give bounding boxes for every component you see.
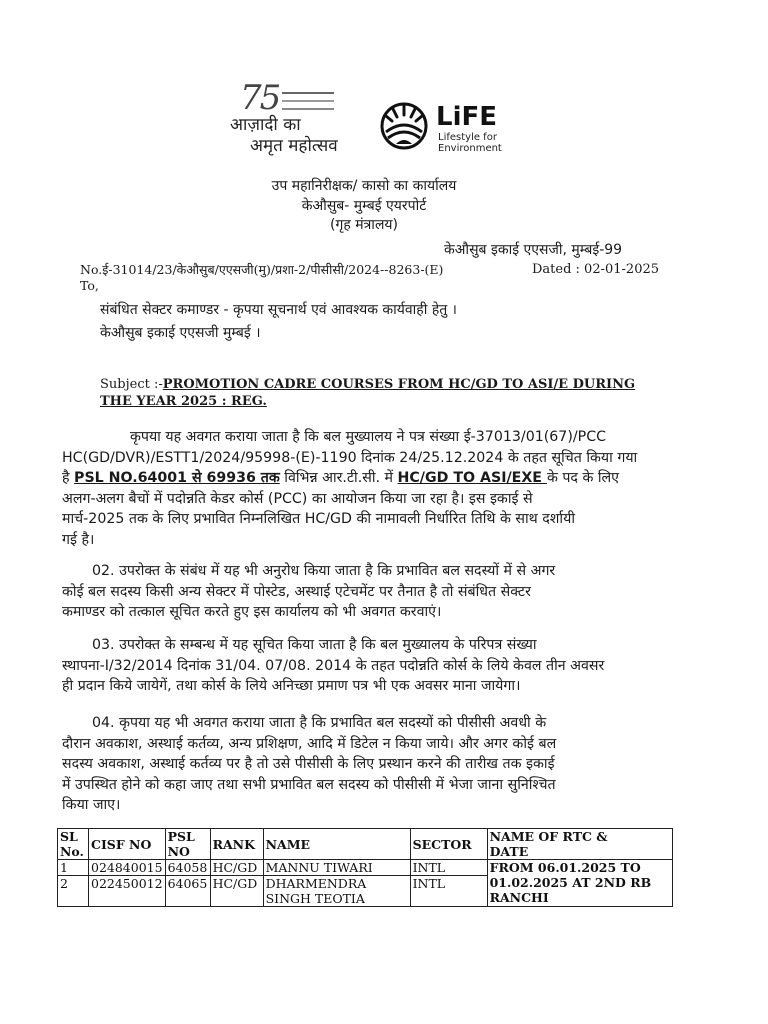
subject-line bbox=[100, 377, 635, 392]
rtc-text: FROM 06.01.2025 TO bbox=[489, 860, 641, 875]
header-text: No. bbox=[60, 844, 84, 859]
cell-sector: INTL bbox=[410, 860, 487, 876]
office-header-line-3: (गृह मंत्रालय) bbox=[329, 217, 399, 233]
header-text: PSL bbox=[167, 829, 195, 844]
paragraph-1-line: HC(GD/DVR)/ESTT1/2024/95998-(E)-1190 दिनांक 24/25.12.2024 के तहत सूचित किया गया bbox=[62, 449, 638, 466]
azadi-75-mark: 75 bbox=[240, 78, 280, 118]
cell-sector: INTL bbox=[410, 876, 487, 907]
addressee-line-2: केऔसुब इकाई एएसजी मुम्बई । bbox=[100, 325, 261, 341]
text-fragment: विभिन्न आर.टी.सी. में bbox=[279, 470, 398, 486]
letter-date: Dated : 02-01-2025 bbox=[532, 262, 660, 277]
paragraph-2-line: कमाण्डर को तत्काल सूचित करते हुए इस कार्यालय को भी अवगत करवाएं। bbox=[62, 604, 442, 620]
cell-name bbox=[263, 876, 410, 907]
header-text: SL bbox=[60, 829, 78, 844]
header-text: DATE bbox=[489, 844, 529, 859]
office-header-line-1: उप महानिरीक्षक/ कासो का कार्यालय bbox=[271, 178, 457, 194]
paragraph-1 bbox=[62, 427, 682, 550]
paragraph-1-line-highlight bbox=[62, 468, 682, 489]
header-sector: SECTOR bbox=[410, 829, 487, 860]
life-title: LiFE bbox=[436, 102, 498, 132]
paragraph-1-line: गई है। bbox=[62, 531, 95, 548]
paragraph-4 bbox=[62, 713, 682, 816]
header-name: NAME bbox=[263, 829, 410, 860]
life-subtitle-2: Environment bbox=[438, 143, 502, 154]
header-rtc-date bbox=[487, 829, 672, 860]
paragraph-1-line: मार्च-2025 तक के लिए प्रभावित निम्नलिखित HC/GD की नामावली निर्धारित तिथि के साथ दर्शायी bbox=[62, 511, 576, 527]
psl-range: PSL NO.64001 से 69936 तक bbox=[74, 470, 280, 486]
paragraph-2 bbox=[62, 561, 682, 623]
paragraph-2-line: 02. उपरोक्त के संबंध में यह भी अनुरोध किया जाता है कि प्रभावित बल सदस्यों में से अगर bbox=[92, 563, 556, 579]
table-header-row bbox=[58, 829, 673, 860]
rtc-text: RANCHI bbox=[489, 890, 549, 905]
cell-psl-no: 64065 bbox=[165, 876, 210, 907]
text-fragment: है bbox=[62, 470, 75, 486]
cell-name: MANNU TIWARI bbox=[263, 860, 410, 876]
name-text: DHARMENDRA bbox=[265, 876, 367, 891]
addressee-line-1: संबंधित सेक्टर कमाण्डर - कृपया सूचनार्थ एवं आवश्यक कार्यवाही हेतु । bbox=[100, 302, 457, 318]
cell-sl: 2 bbox=[58, 876, 89, 907]
cell-psl-no: 64058 bbox=[165, 860, 210, 876]
paragraph-3-line: 03. उपरोक्त के सम्बन्ध में यह सूचित किया जाता है कि बल मुख्यालय के परिपत्र संख्या bbox=[92, 637, 537, 653]
paragraph-3 bbox=[62, 635, 682, 697]
subject-label: Subject :- bbox=[100, 377, 163, 392]
azadi-line-2: अमृत महोत्सव bbox=[250, 136, 338, 156]
paragraph-3-line: स्थापना-I/32/2014 दिनांक 31/04. 07/08. 2014 के तहत पदोन्नति कोर्स के लिये केवल तीन अवसर bbox=[62, 657, 605, 674]
paragraph-3-line: ही प्रदान किये जायेगें, तथा कोर्स के लिये अनिच्छा प्रमाण पत्र भी एक अवसर माना जायेगा। bbox=[62, 678, 521, 694]
azadi-line-1: आज़ादी का bbox=[230, 115, 301, 135]
paragraph-2-line: कोई बल सदस्य किसी अन्य सेक्टर में पोस्टेड, अस्थाई एटेचमेंट पर तैनात है तो संबंधित सेक्टर bbox=[62, 583, 531, 600]
to-label: To, bbox=[80, 278, 99, 293]
azadi-ka-amrit-mahotsav-logo bbox=[220, 78, 350, 156]
header-psl-no bbox=[165, 829, 210, 860]
file-number: No.ई-31014/23/केऔसुब/एएसजी(मु)/प्रशा-2/पीसीसी/2024--8263-(E) bbox=[80, 262, 444, 277]
post-name: HC/GD TO ASI/EXE bbox=[397, 470, 547, 486]
life-subtitle-1: Lifestyle for bbox=[438, 132, 497, 143]
paragraph-4-line: सदस्य अवकाश, अस्थाई कर्तव्य पर है तो उसे पीसीसी के लिए प्रस्थान करने की तारीख तक इकाई bbox=[62, 756, 555, 772]
header-text: NAME OF RTC & bbox=[489, 829, 608, 844]
life-logo bbox=[378, 100, 528, 156]
subject-text-2: THE YEAR 2025 : REG. bbox=[100, 394, 267, 409]
cell-sl: 1 bbox=[58, 860, 89, 876]
table-row bbox=[58, 860, 673, 876]
life-emblem-icon bbox=[378, 100, 430, 152]
name-text: SINGH TEOTIA bbox=[265, 891, 365, 906]
header-sl bbox=[58, 829, 89, 860]
paragraph-4-line: 04. कृपया यह भी अवगत कराया जाता है कि प्रभावित बल सदस्यों को पीसीसी अवधी के bbox=[92, 715, 547, 731]
flag-stripe-icon bbox=[282, 100, 334, 102]
paragraph-4-line: दौरान अवकाश, अस्थाई कर्तव्य, अन्य प्रशिक्षण, आदि में डिटेल न किया जाये। और अगर कोई बल bbox=[62, 735, 557, 752]
paragraph-4-line: किया जाए। bbox=[62, 797, 121, 813]
unit-address: केऔसुब इकाई एएसजी, मुम्बई-99 bbox=[444, 242, 623, 258]
personnel-table bbox=[57, 828, 673, 907]
cell-cisf-no: 024840015 bbox=[89, 860, 166, 876]
header-text: NO bbox=[167, 844, 190, 859]
header-cisf-no: CISF NO bbox=[89, 829, 166, 860]
subject-text-1: PROMOTION CADRE COURSES FROM HC/GD TO ASI/E DURING bbox=[162, 377, 636, 392]
office-header-line-2: केऔसुब- मुम्बई एयरपोर्ट bbox=[301, 198, 427, 214]
header-rank: RANK bbox=[210, 829, 263, 860]
paragraph-4-line: में उपस्थित होने को कहा जाए तथा सभी प्रभावित बल सदस्य को पीसीसी में भेजा जाना सुनिश्चित bbox=[62, 776, 556, 793]
cell-rank: HC/GD bbox=[210, 876, 263, 907]
cell-rank: HC/GD bbox=[210, 860, 263, 876]
paragraph-1-line: अलग-अलग बैचों में पदोन्नति केडर कोर्स (PCC) का आयोजन किया जा रहा है। इस इकाई से bbox=[62, 490, 533, 507]
cell-cisf-no: 022450012 bbox=[89, 876, 166, 907]
text-fragment: के पद के लिए bbox=[546, 470, 620, 486]
cell-rtc-date bbox=[487, 860, 672, 907]
paragraph-1-line: कृपया यह अवगत कराया जाता है कि बल मुख्यालय ने पत्र संख्या ई-37013/01(67)/PCC bbox=[130, 429, 607, 445]
rtc-text: 01.02.2025 AT 2ND RB bbox=[489, 875, 652, 890]
